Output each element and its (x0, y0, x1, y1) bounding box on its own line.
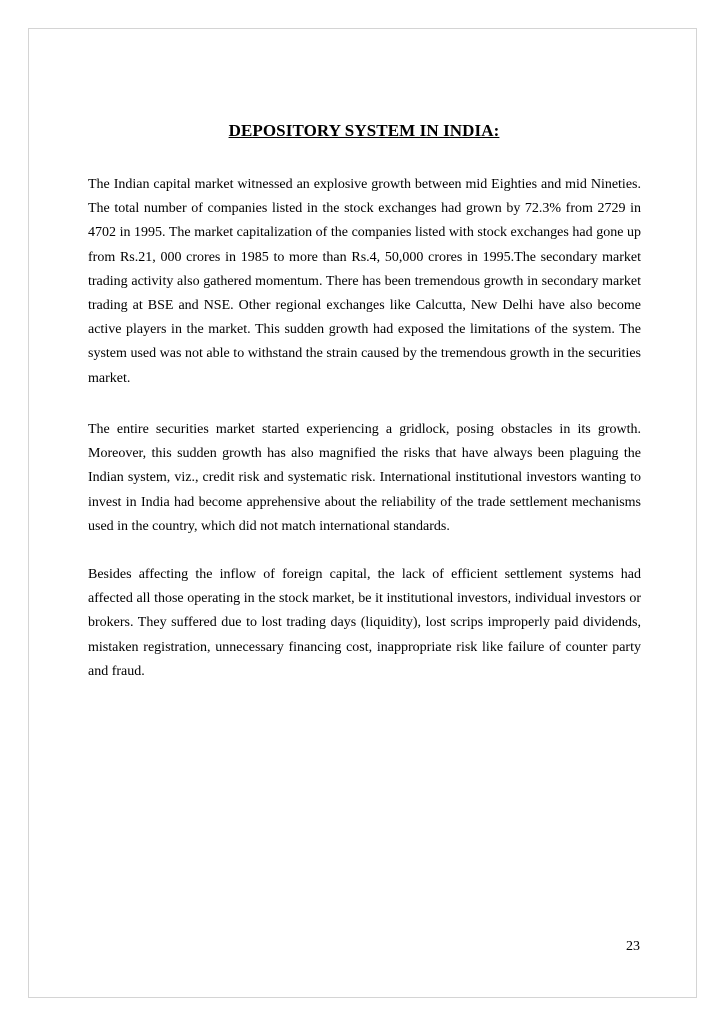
paragraph-1: The Indian capital market witnessed an explosive growth between mid Eighties and mid Nineties. The total number of companies listed in the stock exchanges had grown by 72.3% from 2729 in 4702 in 1995. The market capitalization of the companies listed with stock exchanges had gone up from Rs.21, 000 crores in 1985 to more than Rs.4, 50,000 crores in 1995.The secondary market trading activity also gathered momentum. There has been tremendous growth in secondary market trading at BSE and NSE. Other regional exchanges like Calcutta, New Delhi have also become active players in the market. This sudden growth had exposed the limitations of the system. The system used was not able to withstand the strain caused by the tremendous growth in the securities market. (88, 177, 641, 386)
paragraph-3: Besides affecting the inflow of foreign capital, the lack of efficient settlement systems had affected all those operating in the stock market, be it institutional investors, individual investors or brokers. They suffered due to lost trading days (liquidity), lost scrips improperly paid dividends, mistaken registration, unnecessary financing cost, inappropriate risk like failure of counter party and fraud. (88, 567, 641, 679)
paragraph-2: The entire securities market started experiencing a gridlock, posing obstacles in its growth. Moreover, this sudden growth has also magnified the risks that have always been plaguing the Indian system, viz., credit risk and systematic risk. International institutional investors wanting to invest in India had become apprehensive about the reliability of the trade settlement mechanisms used in the country, which did not match international standards. (88, 422, 641, 534)
page-number: 23 (626, 939, 640, 954)
page-title: DEPOSITORY SYSTEM IN INDIA: (228, 121, 500, 140)
